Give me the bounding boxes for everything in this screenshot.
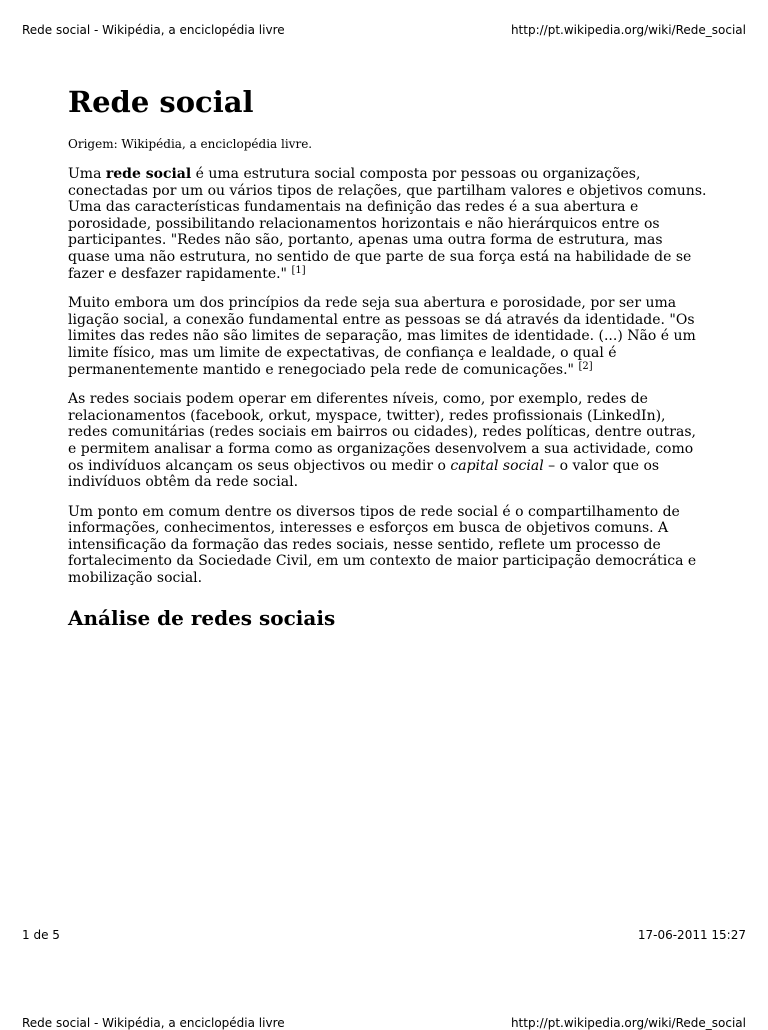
next-page-title: Rede social - Wikipédia, a enciclopédia livre bbox=[22, 1016, 285, 1030]
section-heading: Análise de redes sociais bbox=[68, 605, 336, 630]
p1-lead: Uma bbox=[68, 166, 106, 182]
p3-text: As redes sociais podem operar em diferentes níveis, como, por exemplo, redes de relacionamentos (facebook, orkut, myspace, twitter), redes profissionais (LinkedIn), redes comunitárias (redes sociais em bairros ou cidades), redes políticas, dentre outras, e permitem analisar a forma como as organizações desenvolvem a sua actividade, como os indivíduos alcançam os seus objectivos ou medir o bbox=[68, 391, 696, 474]
p3-rest: – o valor que os indivíduos obtêm da rede social. bbox=[68, 457, 660, 491]
page-title-header: Rede social - Wikipédia, a enciclopédia livre bbox=[22, 23, 285, 37]
page-url: http://pt.wikipedia.org/wiki/Rede_social bbox=[510, 23, 746, 37]
print-footer bbox=[22, 928, 746, 942]
next-page-url: http://pt.wikipedia.org/wiki/Rede_social bbox=[510, 1016, 746, 1030]
paragraph-1 bbox=[68, 166, 708, 282]
reference-2-link[interactable]: [2] bbox=[578, 360, 593, 372]
reference-1-link[interactable]: [1] bbox=[291, 264, 306, 276]
p2-text: Muito embora um dos princípios da rede seja sua abertura e porosidade, por ser uma ligação social, a conexão fundamental entre as pessoas se dá através da identidade. "Os limites das redes não são limites de separação, mas limites de identidade. (...) Não é um limite físico, mas um limite de expectativas, de confiança e lealdade, o qual é permanentemente mantido e renegociado pela rede de comunicações." bbox=[68, 295, 696, 378]
print-datetime: 17-06-2011 15:27 bbox=[637, 928, 746, 942]
article-title: Rede social bbox=[68, 85, 254, 119]
article-origin: Origem: Wikipédia, a enciclopédia livre. bbox=[68, 137, 313, 151]
paragraph-3 bbox=[68, 391, 708, 491]
term-rede-social: rede social bbox=[105, 166, 192, 182]
page-number: 1 de 5 bbox=[22, 928, 60, 942]
next-page-header bbox=[22, 1016, 746, 1030]
paragraph-2 bbox=[68, 295, 708, 378]
print-header bbox=[22, 23, 746, 37]
article-content bbox=[68, 84, 708, 631]
paragraph-4: Um ponto em comum dentre os diversos tipos de rede social é o compartilhamento de informações, conhecimentos, interesses e esforços em busca de objetivos comuns. A intensificação da formação das redes sociais, nesse sentido, reflete um processo de fortalecimento da Sociedade Civil, em um contexto de maior participação democrática e mobilização social. bbox=[68, 503, 697, 587]
term-capital-social: capital social bbox=[450, 457, 544, 474]
p1-text: é uma estrutura social composta por pessoas ou organizações, conectadas por um ou vários tipos de relações, que partilham valores e objetivos comuns. Uma das características fundamentais na definição das redes é a sua abertura e porosidade, possibilitando relacionamentos horizontais e não hierárquicos entre os participantes. "Redes não são, portanto, apenas uma outra forma de estrutura, mas quase uma não estrutura, no sentido de que parte de sua força está na habilidade de se fazer e desfazer rapidamente." bbox=[68, 166, 707, 282]
